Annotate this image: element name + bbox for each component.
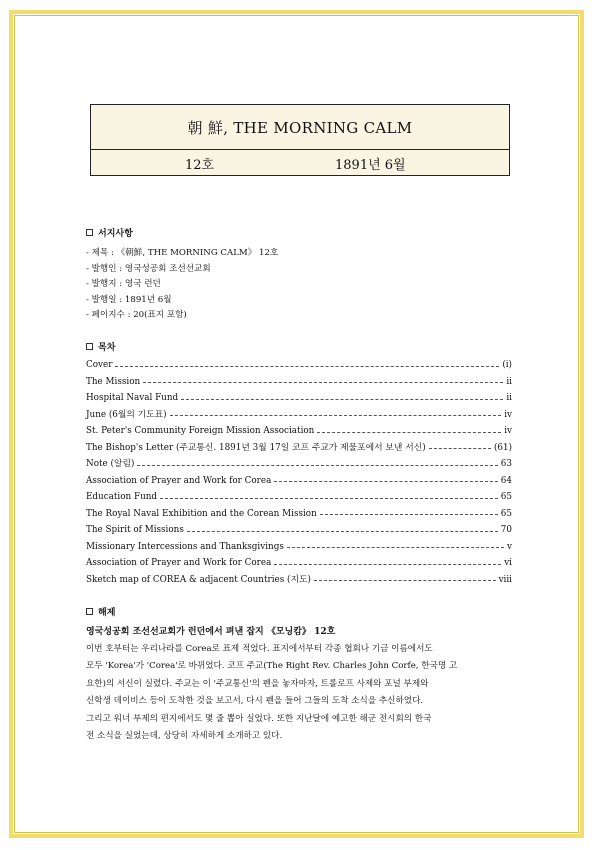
toc-entry	[86, 390, 512, 407]
bibliography-item: - 발행일 : 1891년 6월	[86, 294, 172, 305]
toc-entry-title: Association of Prayer and Work for Corea	[86, 558, 272, 568]
commentary-line: 전 소식을 실었는데, 상당히 자세하게 소개하고 있다.	[86, 731, 283, 742]
issue-row	[91, 150, 509, 176]
toc-entry	[86, 357, 512, 374]
commentary-line: 요한)의 서신이 실렸다. 주교는 이 '주교통신'의 펜을 놓자마자, 트롤로프 사제와 포널 부제와	[86, 678, 429, 689]
toc-leader-line	[187, 531, 498, 532]
toc-entry-title: Missionary Intercessions and Thanksgivings	[86, 541, 284, 552]
checkbox-square-icon	[86, 343, 93, 350]
commentary-line: 이번 호부터는 우리나라를 Corea로 표제 적었다. 표지에서부터 각종 협회나 기금 이름에서도	[86, 644, 433, 654]
document-title: 朝 鮮, THE MORNING CALM	[91, 105, 509, 150]
toc-leader-line	[170, 415, 502, 416]
toc-entry	[86, 572, 512, 589]
toc-leader-line	[317, 432, 501, 433]
toc-entry-title: The Bishop's Letter (주교통신. 1891년 3월 17일 코프 주교가 제물포에서 보낸 서신)	[86, 442, 426, 453]
toc-entry-title: June (6월의 기도표)	[86, 409, 167, 420]
toc-entry-title: The Royal Naval Exhibition and the Corean Mission	[86, 508, 317, 519]
checkbox-square-icon	[86, 229, 93, 236]
toc-entry-title: Education Fund	[86, 492, 158, 502]
commentary-body	[86, 641, 516, 745]
issue-date: 1891년 6월	[335, 157, 406, 173]
toc-entry-page: 63	[500, 459, 512, 469]
toc-entry	[86, 374, 512, 391]
toc-entry	[86, 407, 512, 424]
toc-leader-line	[137, 465, 497, 466]
bibliography-heading	[86, 226, 133, 239]
toc-entry-title: Cover	[86, 360, 113, 370]
commentary-line: 그리고 워너 부제의 편지에서도 몇 줄 뽑아 실었다. 또한 지난달에 예고한 해군 전시회의 한국	[86, 713, 432, 724]
toc-leader-line	[274, 481, 497, 482]
toc-heading	[86, 340, 115, 353]
toc-leader-line	[429, 448, 491, 449]
toc-entry-page: iv	[504, 409, 512, 420]
issue-number: 12호	[185, 157, 215, 173]
toc-entry-page: vi	[504, 558, 512, 568]
toc-leader-line	[287, 547, 504, 548]
toc-entry	[86, 456, 512, 473]
toc-entry	[86, 440, 512, 457]
checkbox-square-icon	[86, 608, 93, 615]
toc-entry-page: 65	[500, 508, 512, 519]
toc-leader-line	[320, 514, 498, 515]
commentary-line: 신학생 데이비스 등이 도착한 것을 보고서, 다시 펜을 들어 그들의 도착 소식을 추신하였다.	[86, 696, 424, 707]
commentary-line: 모두 'Korea'가 'Corea'로 바뀌었다. 코프 주교(The Right Rev. Charles John Corfe, 한국명 고	[86, 661, 458, 672]
toc-entry-page: 70	[500, 525, 512, 535]
toc-leader-line	[160, 498, 498, 499]
commentary-heading-text: 해제	[98, 608, 116, 618]
bibliography-item: - 발행인 : 영국성공회 조선선교회	[86, 263, 211, 274]
toc-entry-page: viii	[498, 574, 512, 585]
toc-entry-page: v	[507, 541, 512, 552]
toc-entry-title: Association of Prayer and Work for Corea	[86, 475, 272, 486]
bibliography-list	[86, 246, 278, 324]
toc-leader-line	[181, 399, 503, 400]
toc-entry-page: ii	[506, 393, 512, 403]
toc-entry-page: iv	[504, 426, 512, 436]
toc-entry	[86, 522, 512, 539]
toc-entry-page: ii	[506, 376, 512, 387]
toc-leader-line	[314, 580, 496, 581]
toc-entry-title: The Mission	[86, 376, 141, 387]
toc-leader-line	[115, 366, 499, 367]
bibliography-item: - 제목 : 《朝鮮, THE MORNING CALM》 12호	[86, 248, 279, 258]
toc-entry-title: Note (알림)	[86, 459, 135, 469]
table-of-contents	[86, 357, 512, 588]
bibliography-item: - 페이지수 : 20(표지 포함)	[86, 310, 187, 321]
toc-entry-title: Sketch map of COREA & adjacent Countries (지도)	[86, 574, 311, 585]
toc-heading-text: 목차	[98, 343, 116, 353]
toc-entry-title: Hospital Naval Fund	[86, 393, 179, 403]
toc-entry-title: The Spirit of Missions	[86, 525, 184, 535]
toc-entry-page: (61)	[493, 442, 512, 453]
toc-entry	[86, 539, 512, 556]
toc-entry	[86, 423, 512, 440]
bibliography-heading-text: 서지사항	[98, 229, 133, 239]
toc-entry	[86, 489, 512, 506]
title-box	[90, 104, 510, 176]
commentary-subtitle: 영국성공회 조선선교회가 런던에서 펴낸 잡지 《모닝캄》 12호	[86, 627, 336, 637]
toc-entry	[86, 473, 512, 490]
toc-leader-line	[143, 382, 503, 383]
toc-entry	[86, 555, 512, 572]
toc-entry-page: (i)	[502, 360, 512, 370]
toc-leader-line	[274, 564, 501, 565]
bibliography-item: - 발행지 : 영국 런던	[86, 279, 161, 290]
toc-entry-title: St. Peter's Community Foreign Mission Association	[86, 426, 315, 436]
toc-entry-page: 65	[500, 492, 512, 502]
toc-entry-page: 64	[500, 475, 512, 486]
toc-entry	[86, 506, 512, 523]
commentary-heading	[86, 605, 115, 618]
